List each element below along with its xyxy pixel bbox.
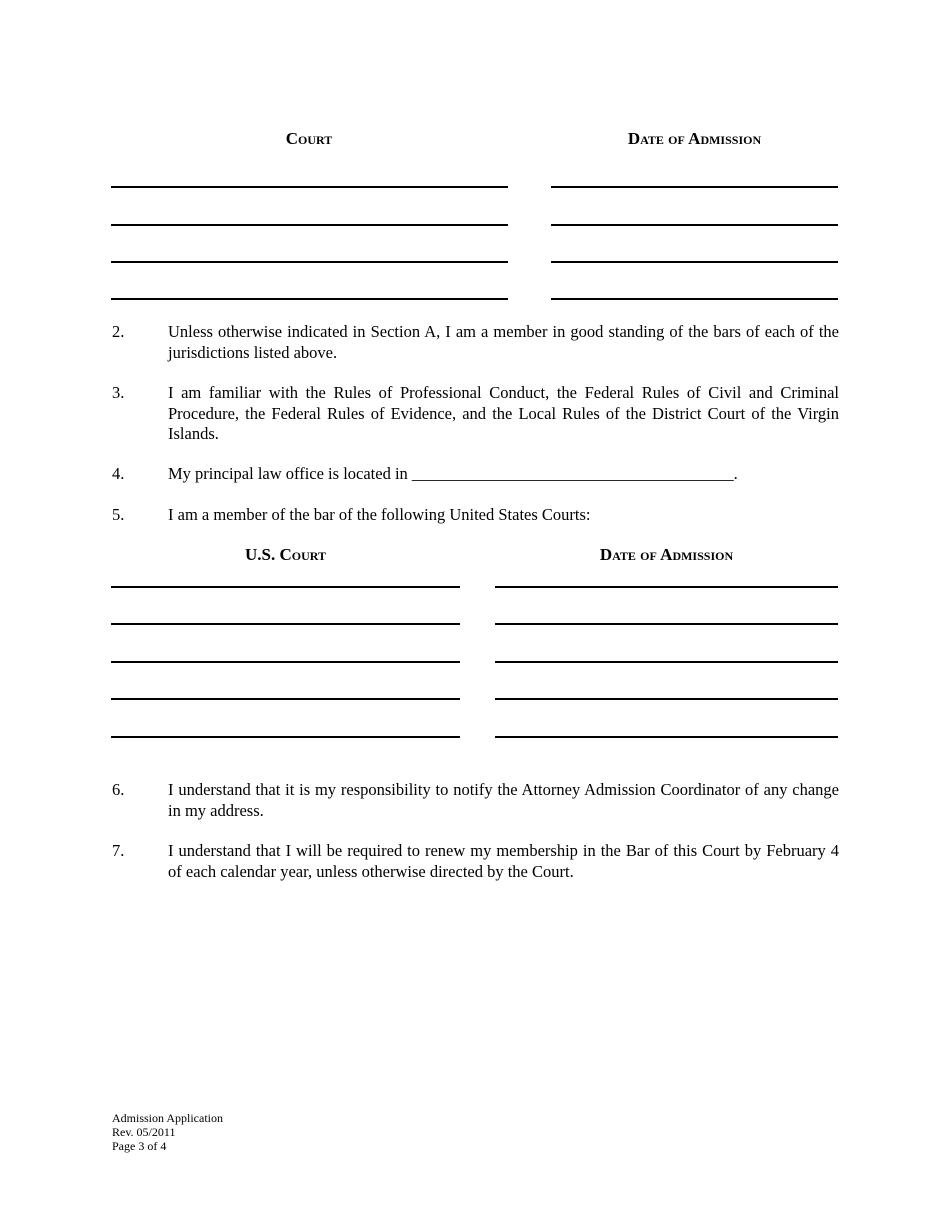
item-number: 4. — [112, 464, 125, 483]
footer-page-number: Page 3 of 4 — [112, 1139, 167, 1153]
item-number: 2. — [112, 322, 125, 341]
court-entry-line[interactable] — [111, 261, 508, 263]
item-text: I am familiar with the Rules of Professional Conduct, the Federal Rules of Civil and Criminal Procedure, the Federal Rules of Evidence, and the Local Rules of the District Court of the Virgin Islands. — [168, 383, 839, 443]
item-number: 3. — [112, 383, 125, 402]
date-entry-line[interactable] — [551, 186, 838, 188]
us-court-entry-line[interactable] — [111, 623, 460, 625]
us-court-entry-line[interactable] — [111, 698, 460, 700]
page-footer — [112, 1111, 223, 1153]
us-date-of-admission-column-header: Date of Admission — [599, 545, 734, 564]
us-date-entry-line[interactable] — [495, 661, 838, 663]
us-date-entry-line[interactable] — [495, 736, 838, 738]
date-of-admission-column-header: Date of Admission — [627, 129, 762, 148]
date-entry-line[interactable] — [551, 261, 838, 263]
court-entry-line[interactable] — [111, 298, 508, 300]
item-text: I understand that it is my responsibility to notify the Attorney Admission Coordinator of any change in my address. — [168, 780, 839, 820]
us-court-entry-line[interactable] — [111, 736, 460, 738]
footer-form-name: Admission Application — [112, 1111, 223, 1125]
us-court-entry-line[interactable] — [111, 661, 460, 663]
us-court-column-header: U.S. Court — [244, 545, 326, 564]
us-date-entry-line[interactable] — [495, 586, 838, 588]
date-entry-line[interactable] — [551, 298, 838, 300]
date-entry-line[interactable] — [551, 224, 838, 226]
item-number: 7. — [112, 841, 125, 860]
us-date-entry-line[interactable] — [495, 698, 838, 700]
item-text: I understand that I will be required to renew my membership in the Bar of this Court by February 4 of each calendar year, unless otherwise directed by the Court. — [168, 841, 839, 881]
us-date-entry-line[interactable] — [495, 623, 838, 625]
court-column-header: Court — [285, 129, 333, 148]
item-text: My principal law office is located in _______________________________________. — [168, 464, 738, 483]
item-text: Unless otherwise indicated in Section A, I am a member in good standing of the bars of each of the jurisdictions listed above. — [168, 322, 839, 362]
item-number: 5. — [112, 505, 125, 524]
court-entry-line[interactable] — [111, 224, 508, 226]
court-entry-line[interactable] — [111, 186, 508, 188]
item-number: 6. — [112, 780, 125, 799]
us-court-entry-line[interactable] — [111, 586, 460, 588]
footer-revision: Rev. 05/2011 — [112, 1125, 176, 1139]
item-text: I am a member of the bar of the following United States Courts: — [168, 505, 591, 524]
